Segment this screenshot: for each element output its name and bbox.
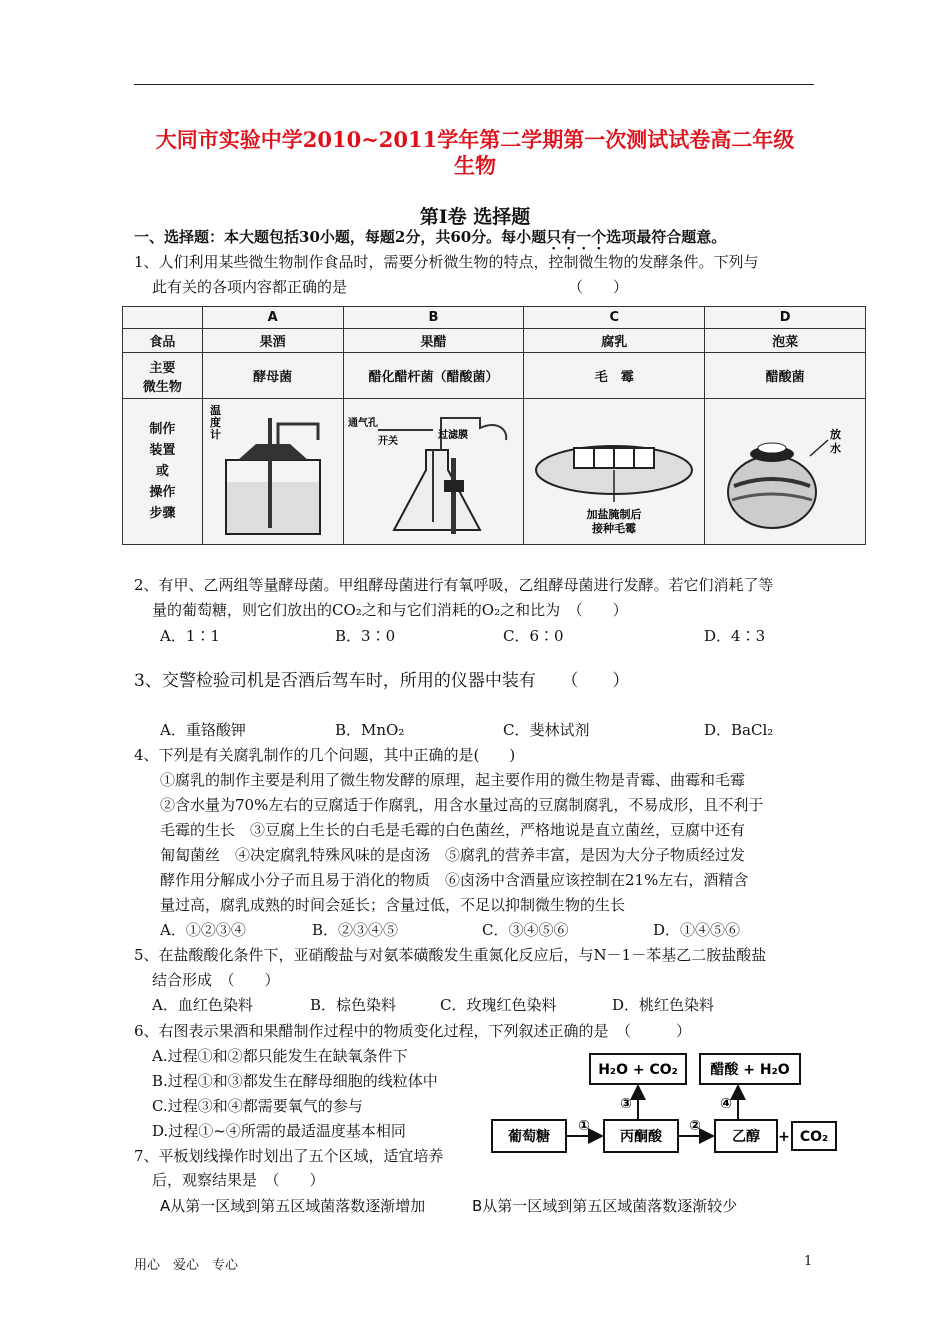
q7-option-b[interactable]: B从第一区域到第五区域菌落数逐渐较少 xyxy=(472,1197,738,1215)
svg-text:过滤膜: 过滤膜 xyxy=(438,429,469,441)
page-number: 1 xyxy=(804,1254,813,1269)
col-letter: C xyxy=(524,307,705,329)
q4-option-c[interactable]: C．③④⑤⑥ xyxy=(482,921,569,939)
q2-option-a[interactable]: A．1∶1 xyxy=(160,627,220,645)
q2-option-b[interactable]: B．3∶0 xyxy=(335,627,396,645)
q5-option-a[interactable]: A．血红色染料 xyxy=(152,996,253,1014)
q2-option-d[interactable]: D．4∶3 xyxy=(704,627,766,645)
q3-stem: 3、交警检验司机是否酒后驾车时，所用的仪器中装有 （ ） xyxy=(134,671,630,691)
svg-text:温: 温 xyxy=(209,403,221,417)
q3-option-d[interactable]: D．BaCl₂ xyxy=(704,721,774,739)
q3-option-c[interactable]: C．斐林试剂 xyxy=(503,721,590,739)
q3-option-b[interactable]: B．MnO₂ xyxy=(335,721,405,739)
q7-stem-line2: 后，观察结果是 （ ） xyxy=(152,1171,325,1189)
q6-stem: 6、右图表示果酒和果醋制作过程中的物质变化过程，下列叙述正确的是 （ ） xyxy=(134,1022,692,1040)
step-1-label: ① xyxy=(578,1118,590,1134)
q6-option-c[interactable]: C.过程③和④都需要氧气的参与 xyxy=(152,1097,363,1115)
svg-text:通气孔: 通气孔 xyxy=(348,417,379,429)
q4-text-line: ①腐乳的制作主要是利用了微生物发酵的原理，起主要作用的微生物是青霉、曲霉和毛霉 xyxy=(160,771,746,789)
q7-option-a[interactable]: A从第一区域到第五区域菌落数逐渐增加 xyxy=(160,1197,426,1215)
device-cell-vinegar xyxy=(343,399,524,545)
device-cell-pickle xyxy=(705,399,866,545)
svg-text:乙醇: 乙醇 xyxy=(732,1129,760,1145)
q5-option-c[interactable]: C．玫瑰红色染料 xyxy=(440,996,557,1014)
q6-option-d[interactable]: D.过程①~④所需的最适温度基本相同 xyxy=(152,1122,406,1140)
q2-option-c[interactable]: C．6∶0 xyxy=(503,627,564,645)
food-cell: 泡菜 xyxy=(705,329,866,353)
col-letter: A xyxy=(202,307,343,329)
q4-option-d[interactable]: D．①④⑤⑥ xyxy=(653,921,741,939)
microbe-cell: 酵母菌 xyxy=(202,353,343,399)
svg-text:加盐腌制后: 加盐腌制后 xyxy=(586,507,642,521)
device-cell-tofu xyxy=(524,399,705,545)
q4-option-b[interactable]: B．②③④⑤ xyxy=(312,921,399,939)
step-4-label: ④ xyxy=(720,1096,732,1112)
section-title: 第Ⅰ卷 选择题 xyxy=(419,206,531,228)
page-subtitle: 生物 xyxy=(454,153,496,178)
q3-option-a[interactable]: A．重铬酸钾 xyxy=(160,721,246,739)
svg-text:开关: 开关 xyxy=(378,435,399,447)
q4-stem: 4、下列是有关腐乳制作的几个问题，其中正确的是( ) xyxy=(134,746,516,764)
top-rule xyxy=(134,84,814,85)
q4-text-line: 匍匐菌丝 ④决定腐乳特殊风味的是卤汤 ⑤腐乳的营养丰富，是因为大分子物质经过发 xyxy=(160,846,746,864)
svg-text:度: 度 xyxy=(209,415,221,429)
q5-stem-line1: 5、在盐酸酸化条件下，亚硝酸盐与对氨苯磺酸发生重氮化反应后，与N－1－苯基乙二胺盐酸盐 xyxy=(134,946,767,964)
microbe-cell: 毛 霉 xyxy=(524,353,705,399)
svg-text:接种毛霉: 接种毛霉 xyxy=(592,521,637,535)
row-label-microbe: 主要 微生物 xyxy=(123,353,203,399)
step-2-label: ② xyxy=(689,1118,701,1134)
svg-text:CO₂: CO₂ xyxy=(799,1129,829,1145)
row-label-device: 制作 装置 或 操作 步骤 xyxy=(123,399,203,545)
col-letter: D xyxy=(705,307,866,329)
table-corner xyxy=(123,307,203,329)
conical-flask-illustration xyxy=(348,400,518,540)
q7-stem-line1: 7、平板划线操作时划出了五个区域，适宜培养 xyxy=(134,1147,444,1165)
tofu-plate-illustration xyxy=(529,400,699,540)
svg-text:放: 放 xyxy=(830,427,842,441)
col-letter: B xyxy=(343,307,524,329)
q2-stem-line1: 2、有甲、乙两组等量酵母菌。甲组酵母菌进行有氧呼吸，乙组酵母菌进行发酵。若它们消耗了等 xyxy=(134,576,774,594)
q4-text-line: 酵作用分解成小分子而且易于消化的物质 ⑥卤汤中含酒量应该控制在21%左右，酒精含 xyxy=(160,871,749,889)
svg-text:葡萄糖: 葡萄糖 xyxy=(508,1129,550,1145)
q1-answer-paren: （ ） xyxy=(568,278,629,296)
device-cell-wine xyxy=(202,399,343,545)
q1-stem-line1: 1、人们利用某些微生物制作食品时，需要分析微生物的特点，控制微生物的发酵条件。下列与 xyxy=(134,253,759,271)
q5-option-b[interactable]: B．棕色染料 xyxy=(310,996,397,1014)
q4-text-line: 量过高，腐乳成熟的时间会延长；含量过低，不足以抑制微生物的生长 xyxy=(160,896,626,914)
fermenter-jar-illustration xyxy=(208,400,338,540)
svg-text:丙酮酸: 丙酮酸 xyxy=(620,1129,662,1145)
q4-text-line: 毛霉的生长 ③豆腐上生长的白毛是毛霉的白色菌丝，严格地说是直立菌丝，豆腐中还有 xyxy=(160,821,746,839)
svg-text:H₂O + CO₂: H₂O + CO₂ xyxy=(598,1062,678,1078)
q5-option-d[interactable]: D．桃红色染料 xyxy=(612,996,715,1014)
microbe-cell: 醋化醋杆菌（醋酸菌） xyxy=(343,353,524,399)
q4-option-a[interactable]: A．①②③④ xyxy=(160,921,246,939)
pickle-jar-illustration xyxy=(710,400,860,540)
row-label-food: 食品 xyxy=(123,329,203,353)
q5-stem-line2: 结合形成 （ ） xyxy=(152,971,280,989)
svg-text:水: 水 xyxy=(830,441,842,455)
svg-text:计: 计 xyxy=(209,427,221,441)
instructions: 一、选择题：本大题包括30小题，每题2分，共60分。每小题只有一个选项最符合题意。 xyxy=(134,228,727,246)
q6-option-a[interactable]: A.过程①和②都只能发生在缺氧条件下 xyxy=(152,1047,408,1065)
food-cell: 果醋 xyxy=(343,329,524,353)
food-cell: 果酒 xyxy=(202,329,343,353)
step-3-label: ③ xyxy=(620,1096,632,1112)
q1-table xyxy=(122,306,866,545)
food-cell: 腐乳 xyxy=(524,329,705,353)
q6-option-b[interactable]: B.过程①和③都发生在酵母细胞的线粒体中 xyxy=(152,1072,438,1090)
q6-flow-diagram xyxy=(490,1048,840,1164)
svg-text:+: + xyxy=(778,1129,790,1145)
footer-slogan: 用心 爱心 专心 xyxy=(134,1258,239,1273)
q4-text-line: ②含水量为70%左右的豆腐适于作腐乳，用含水量过高的豆腐制腐乳，不易成形，且不利于 xyxy=(160,796,764,814)
microbe-cell: 醋酸菌 xyxy=(705,353,866,399)
page-title: 大同市实验中学2010~2011学年第二学期第一次测试试卷高二年级 xyxy=(155,127,795,152)
q2-stem-line2: 量的葡萄糖，则它们放出的CO₂之和与它们消耗的O₂之和比为 （ ） xyxy=(152,601,628,619)
svg-text:醋酸 + H₂O: 醋酸 + H₂O xyxy=(710,1062,790,1078)
q1-stem-line2: 此有关的各项内容都正确的是 xyxy=(152,278,348,296)
